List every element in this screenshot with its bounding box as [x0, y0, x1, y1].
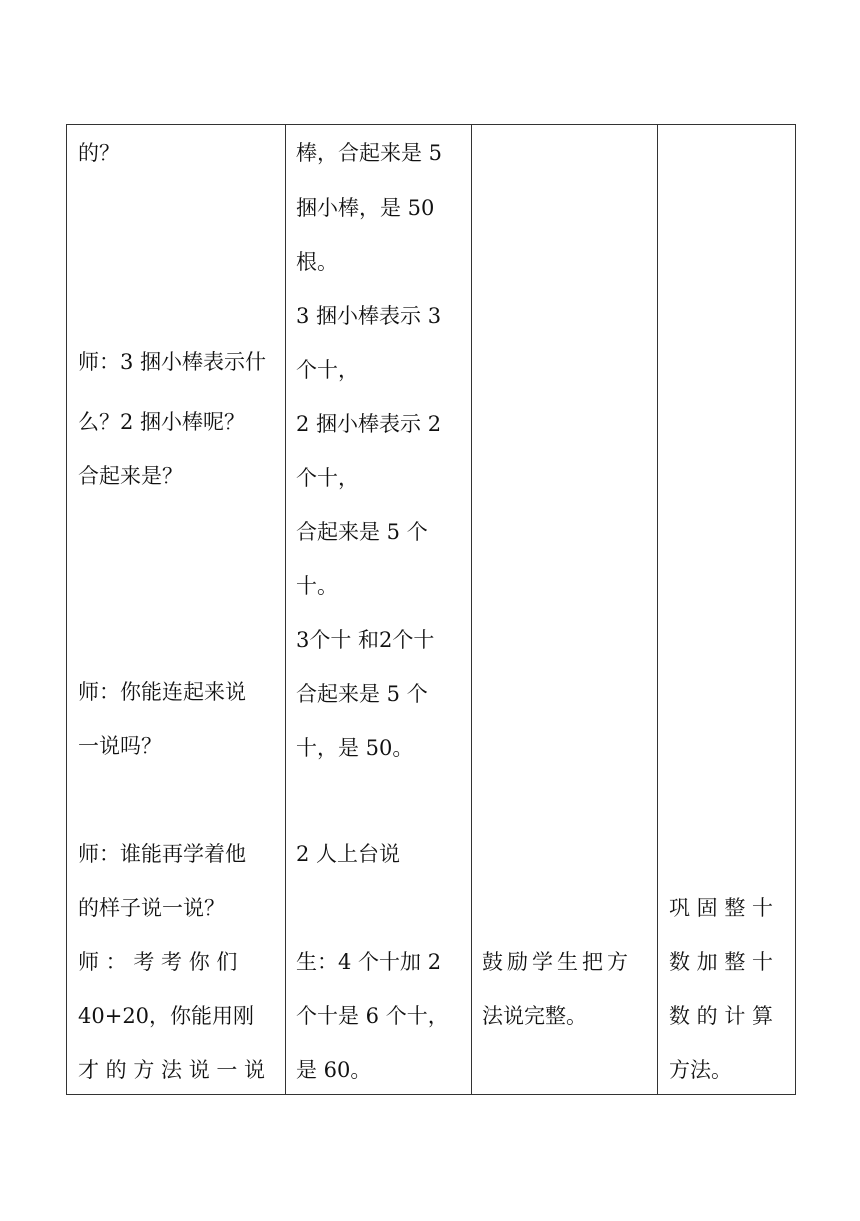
cell-text-line: 合起来是 5 个: [296, 682, 428, 706]
cell-text-line: 师 ： 考 考 你 们: [78, 950, 238, 974]
cell-text-line: 数 的 计 算: [669, 1004, 774, 1028]
cell-text-line: 才 的 方 法 说 一 说: [78, 1058, 266, 1082]
cell-text-line: 是 60。: [296, 1058, 372, 1082]
cell-text-line: 合起来是？: [78, 464, 183, 488]
teacher-column-cell: [67, 125, 286, 1095]
cell-text-line: 么？2 捆小棒呢？: [78, 410, 246, 434]
cell-text-line: 师：3 捆小棒表示什: [78, 350, 267, 374]
cell-text-line: 师：你能连起来说: [78, 680, 246, 704]
cell-text-line: 生：4 个十加 2: [296, 950, 442, 974]
cell-text-line: 一说吗？: [78, 734, 162, 758]
cell-text-line: 个十，: [296, 358, 359, 382]
cell-text-line: 的样子说一说？: [78, 896, 225, 920]
cell-text-line: 3个十 和2个十: [296, 628, 435, 652]
cell-text-line: 3 捆小棒表示 3: [296, 304, 442, 328]
cell-text-line: 十。: [296, 574, 338, 598]
cell-text-line: 个十是 6 个十，: [296, 1004, 449, 1028]
cell-text-line: 十，是 50。: [296, 736, 414, 760]
cell-text-line: 巩 固 整 十: [669, 896, 774, 920]
cell-text-line: 40+20，你能用刚: [78, 1004, 255, 1028]
cell-text-line: 2 人上台说: [296, 842, 401, 866]
cell-text-line: 法说完整。: [482, 1004, 587, 1028]
cell-text-line: 数 加 整 十: [669, 950, 774, 974]
cell-text-line: 根。: [296, 250, 338, 274]
guidance-column-cell: [472, 125, 658, 1095]
cell-text-line: 2 捆小棒表示 2: [296, 412, 442, 436]
table-row: [67, 125, 796, 1095]
purpose-column-cell: [658, 125, 796, 1095]
cell-text-line: 合起来是 5 个: [296, 520, 428, 544]
cell-text-line: 的？: [78, 141, 120, 165]
cell-text-line: 个十，: [296, 466, 359, 490]
cell-text-line: 师：谁能再学着他: [78, 842, 246, 866]
cell-text-line: 鼓励学生把方: [482, 950, 632, 974]
lesson-table: [66, 124, 796, 1095]
cell-text-line: 棒，合起来是 5: [296, 141, 443, 165]
cell-text-line: 方法。: [669, 1058, 732, 1082]
student-column-cell: [286, 125, 472, 1095]
cell-text-line: 捆小棒，是 50: [296, 196, 435, 220]
